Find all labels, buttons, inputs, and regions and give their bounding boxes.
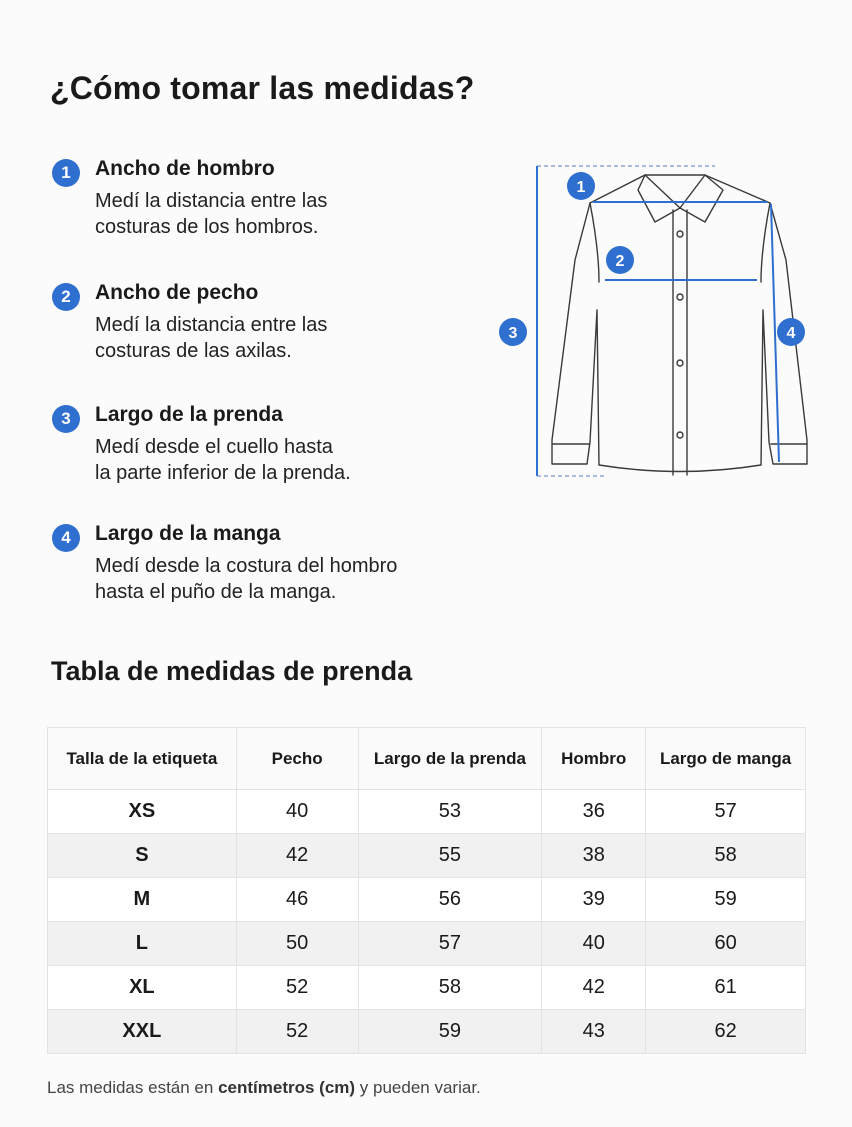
- size-table: [47, 727, 806, 1054]
- step-description-line: hasta el puño de la manga.: [95, 581, 337, 603]
- column-header-chest: Pecho: [236, 728, 358, 790]
- table-cell: 52: [236, 966, 358, 1010]
- table-cell-size: L: [48, 922, 237, 966]
- table-cell: 46: [236, 878, 358, 922]
- note-unit: centímetros (cm): [218, 1078, 356, 1097]
- column-header-sleeve-length: Largo de manga: [646, 728, 806, 790]
- table-cell-size: XS: [48, 790, 237, 834]
- table-cell: 58: [646, 834, 806, 878]
- table-cell-size: M: [48, 878, 237, 922]
- step-heading: Largo de la prenda: [95, 403, 283, 426]
- table-row: [48, 966, 806, 1010]
- table-cell: 40: [542, 922, 646, 966]
- step-description: [95, 312, 475, 364]
- size-table-title: Tabla de medidas de prenda: [51, 656, 413, 686]
- table-row: [48, 878, 806, 922]
- table-cell: 53: [358, 790, 542, 834]
- table-row: [48, 834, 806, 878]
- table-cell: 58: [358, 966, 542, 1010]
- step-description-line: costuras de los hombros.: [95, 216, 319, 238]
- table-cell: 56: [358, 878, 542, 922]
- diagram-marker-4: [777, 318, 805, 346]
- step-number-badge: 4: [52, 524, 80, 552]
- note-suffix: y pueden variar.: [359, 1078, 481, 1097]
- table-cell: 59: [646, 878, 806, 922]
- table-cell: 43: [542, 1010, 646, 1054]
- shirt-icon: [495, 160, 825, 485]
- table-row: [48, 922, 806, 966]
- svg-text:4: 4: [786, 325, 796, 342]
- table-cell: 36: [542, 790, 646, 834]
- table-cell-size: S: [48, 834, 237, 878]
- step-description-line: la parte inferior de la prenda.: [95, 462, 351, 484]
- step-number-badge: 2: [52, 283, 80, 311]
- step-description: [95, 553, 475, 605]
- table-row: [48, 1010, 806, 1054]
- step-heading: Ancho de hombro: [95, 157, 275, 180]
- diagram-marker-1: [567, 172, 595, 200]
- step-description: [95, 188, 475, 240]
- table-cell-size: XL: [48, 966, 237, 1010]
- step-number-badge: 1: [52, 159, 80, 187]
- table-cell: 52: [236, 1010, 358, 1054]
- table-cell: 57: [358, 922, 542, 966]
- step-description-line: Medí la distancia entre las: [95, 314, 328, 336]
- column-header-garment-length: Largo de la prenda: [358, 728, 542, 790]
- step-number-badge: 3: [52, 405, 80, 433]
- diagram-marker-3: [499, 318, 527, 346]
- step-description-line: Medí desde la costura del hombro: [95, 555, 398, 577]
- table-cell: 60: [646, 922, 806, 966]
- table-cell: 40: [236, 790, 358, 834]
- table-cell: 50: [236, 922, 358, 966]
- table-cell: 62: [646, 1010, 806, 1054]
- step-description-line: Medí la distancia entre las: [95, 190, 328, 212]
- table-cell: 61: [646, 966, 806, 1010]
- step-description-line: costuras de las axilas.: [95, 340, 292, 362]
- table-row: [48, 790, 806, 834]
- page-title: ¿Cómo tomar las medidas?: [50, 70, 475, 106]
- table-cell: 42: [542, 966, 646, 1010]
- table-cell: 59: [358, 1010, 542, 1054]
- svg-text:2: 2: [615, 253, 625, 270]
- step-description-line: Medí desde el cuello hasta: [95, 436, 333, 458]
- table-header-row: [48, 728, 806, 790]
- table-cell: 57: [646, 790, 806, 834]
- table-cell-size: XXL: [48, 1010, 237, 1054]
- table-cell: 38: [542, 834, 646, 878]
- note-prefix: Las medidas están en: [47, 1078, 214, 1097]
- measurement-note: [47, 1078, 481, 1098]
- table-cell: 39: [542, 878, 646, 922]
- column-header-shoulder: Hombro: [542, 728, 646, 790]
- step-description: [95, 434, 475, 486]
- table-cell: 55: [358, 834, 542, 878]
- table-cell: 42: [236, 834, 358, 878]
- column-header-size-label: Talla de la etiqueta: [48, 728, 237, 790]
- step-heading: Ancho de pecho: [95, 281, 259, 304]
- diagram-marker-2: [606, 246, 634, 274]
- svg-text:1: 1: [576, 179, 586, 196]
- step-heading: Largo de la manga: [95, 522, 281, 545]
- svg-text:3: 3: [508, 325, 518, 342]
- shirt-measurement-diagram: [495, 160, 825, 485]
